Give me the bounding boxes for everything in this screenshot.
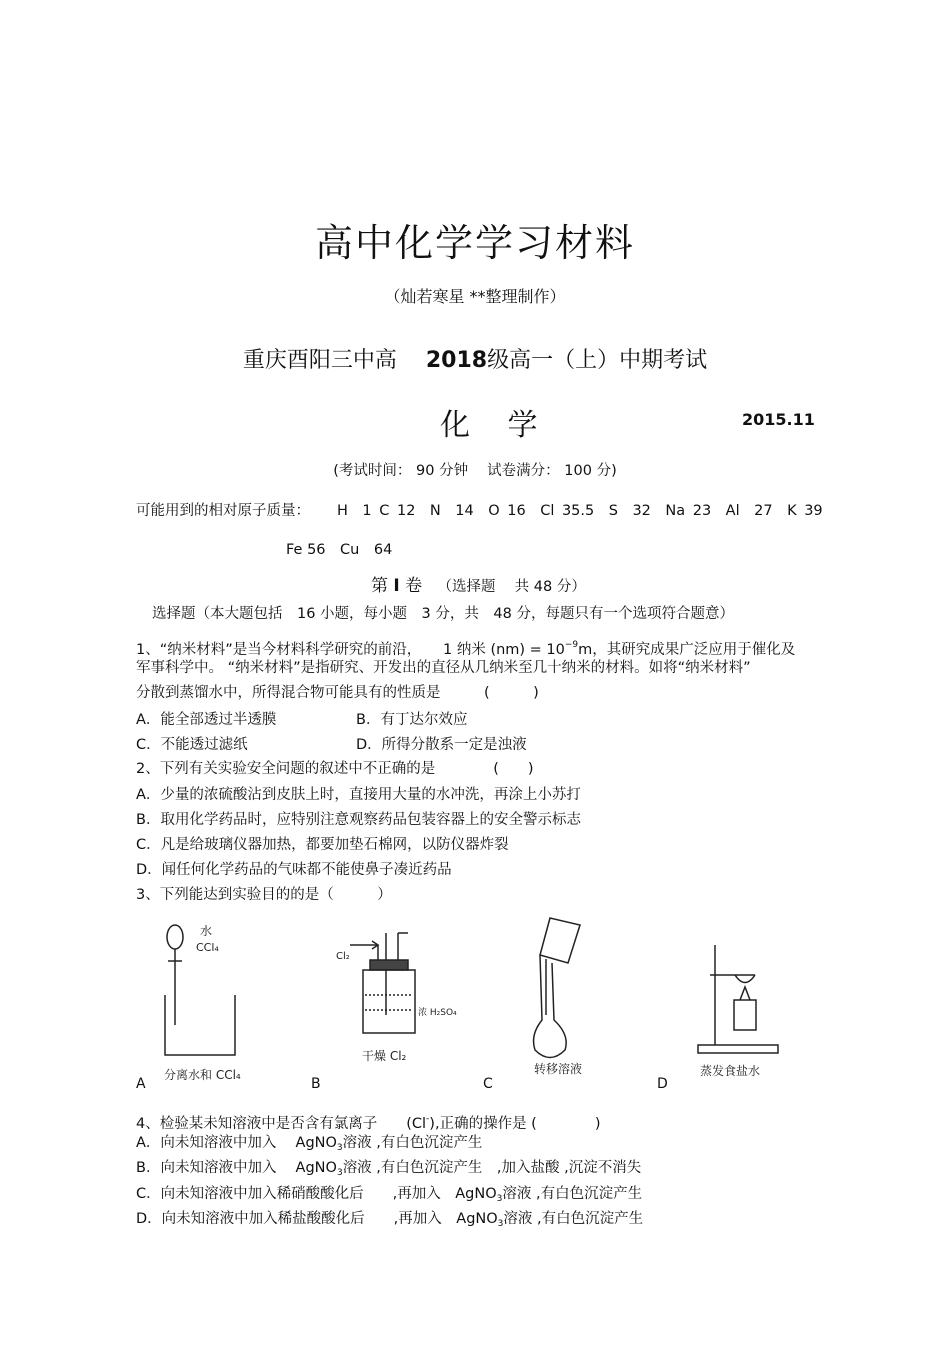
q1-line2: 军事科学中。 “纳米材料”是指研究、开发出的直径从几纳米至几十纳米的材料。如将“纳米材料” bbox=[136, 660, 751, 676]
part1-heading bbox=[371, 571, 586, 596]
q4-c-sub: 3 bbox=[496, 1194, 503, 1204]
q1-option-b: B．有丁达尔效应 bbox=[356, 712, 468, 728]
part1-numeral: I bbox=[393, 576, 400, 596]
label-cl2: Cl₂ bbox=[336, 951, 350, 962]
document-title: 高中化学学习材料 bbox=[314, 221, 635, 265]
caption-d: 蒸发食盐水 bbox=[700, 1064, 761, 1078]
label-ccl4: CCl₄ bbox=[196, 941, 219, 954]
q4-option-c bbox=[136, 1185, 642, 1208]
document-subtitle: （灿若寒星 **整理制作） bbox=[384, 287, 566, 306]
part1-suffix: 卷 bbox=[405, 576, 423, 596]
exam-title bbox=[0, 343, 950, 374]
q2-option-d: D．闻任何化学药品的气味都不能使鼻子凑近药品 bbox=[136, 862, 452, 878]
q4-charge: - bbox=[426, 1114, 430, 1124]
q4-a-sub: 3 bbox=[336, 1143, 343, 1153]
q1-option-c: C．不能透过滤纸 bbox=[136, 737, 248, 753]
figure-b-gas-washing-bottle bbox=[330, 915, 457, 1075]
exam-info: (考试时间： 90 分钟 试卷满分： 100 分) bbox=[333, 463, 617, 479]
q4-b-tail: 溶液 ,有白色沉淀产生 ,加入盐酸 ,沉淀不消失 bbox=[342, 1160, 642, 1176]
caption-a: 分离水和 CCl₄ bbox=[164, 1068, 241, 1082]
figure-a-separatory-funnel bbox=[150, 915, 280, 1090]
atomic-mass-label: 可能用到的相对原子质量： bbox=[136, 503, 310, 519]
exam-school: 重庆酉阳三中高 bbox=[242, 348, 397, 373]
subject-heading: 化 学 bbox=[440, 408, 552, 443]
q4-option-b bbox=[136, 1159, 641, 1182]
exam-date: 2015.11 bbox=[742, 410, 815, 429]
q3-stem: 3、下列能达到实验目的的是（ ） bbox=[136, 887, 392, 903]
q4-d-sub: 3 bbox=[497, 1219, 504, 1229]
figure-c-letter: C bbox=[483, 1076, 493, 1092]
q2-option-c: C．凡是给玻璃仪器加热，都要加垫石棉网，以防仪器炸裂 bbox=[136, 837, 509, 853]
q4-c-text: C．向未知溶液中加入稀硝酸酸化后 ,再加入 AgNO bbox=[136, 1186, 497, 1202]
part1-prefix: 第 bbox=[371, 576, 388, 596]
q1-line1-tail: m，其研究成果广泛应用于催化及 bbox=[578, 642, 796, 658]
q2-option-a: A．少量的浓硫酸沾到皮肤上时，直接用大量的水冲洗，再涂上小苏打 bbox=[136, 787, 581, 803]
q4-option-d bbox=[136, 1210, 643, 1233]
instruction: 选择题（本大题包括 16 小题，每小题 3 分，共 48 分，每题只有一个选项符合题意） bbox=[152, 606, 734, 622]
q4-a-tail: 溶液 ,有白色沉淀产生 bbox=[342, 1135, 483, 1151]
evaporation-stand-icon bbox=[690, 915, 790, 1080]
label-water: 水 bbox=[200, 924, 213, 938]
q1-option-d: D．所得分散系一定是浊液 bbox=[356, 737, 527, 753]
atomic-mass-row1: H 1 C 12 N 14 O 16 Cl 35.5 S 32 Na 23 Al 27 K 39 bbox=[337, 503, 823, 519]
q4-c-tail: 溶液 ,有白色沉淀产生 bbox=[502, 1186, 643, 1202]
caption-b: 干燥 Cl₂ bbox=[362, 1049, 407, 1063]
q2-option-b: B．取用化学药品时，应特别注意观察药品包装容器上的安全警示标志 bbox=[136, 812, 581, 828]
caption-c: 转移溶液 bbox=[534, 1062, 583, 1076]
q1-exponent: −9 bbox=[564, 640, 579, 650]
q1-option-a: A．能全部透过半透膜 bbox=[136, 712, 277, 728]
q4-stem-text: 4、检验某未知溶液中是否含有氯离子 (Cl bbox=[136, 1116, 427, 1132]
figure-a-letter: A bbox=[136, 1076, 146, 1092]
q4-stem bbox=[136, 1110, 601, 1133]
gas-washing-bottle-icon bbox=[330, 915, 457, 1075]
q4-b-sub: 3 bbox=[336, 1168, 343, 1178]
q4-stem-tail: ),正确的操作是 ( ) bbox=[429, 1116, 601, 1132]
q4-option-a bbox=[136, 1134, 482, 1157]
q4-d-text: D．向未知溶液中加入稀盐酸酸化后 ,再加入 AgNO bbox=[136, 1211, 498, 1227]
q4-b-text: B．向未知溶液中加入 AgNO bbox=[136, 1160, 337, 1176]
figure-c-volumetric-flask bbox=[510, 915, 620, 1080]
q1-line1 bbox=[136, 636, 795, 659]
q1-line3: 分散到蒸馏水中，所得混合物可能具有的性质是 ( ) bbox=[136, 685, 539, 701]
figure-b-letter: B bbox=[311, 1076, 321, 1092]
atomic-mass-row2: Fe 56 Cu 64 bbox=[286, 542, 393, 558]
q2-stem: 2、下列有关实验安全问题的叙述中不正确的是 ( ) bbox=[136, 761, 534, 777]
separatory-funnel-icon bbox=[150, 915, 280, 1090]
q4-a-text: A．向未知溶液中加入 AgNO bbox=[136, 1135, 337, 1151]
figure-d-letter: D bbox=[657, 1076, 668, 1092]
exam-year: 2018 bbox=[425, 348, 488, 373]
exam-title-rest: 级高一（上）中期考试 bbox=[487, 348, 708, 373]
volumetric-flask-icon bbox=[510, 915, 620, 1080]
q4-d-tail: 溶液 ,有白色沉淀产生 bbox=[503, 1211, 644, 1227]
part1-note: （选择题 共 48 分） bbox=[437, 579, 586, 595]
figure-d-evaporation-setup bbox=[690, 915, 790, 1080]
label-h2so4: 浓 H₂SO₄ bbox=[418, 1008, 457, 1018]
q1-line1-text: 1、“纳米材料”是当今材料科学研究的前沿， 1 纳米 (nm) = 10 bbox=[136, 642, 565, 658]
